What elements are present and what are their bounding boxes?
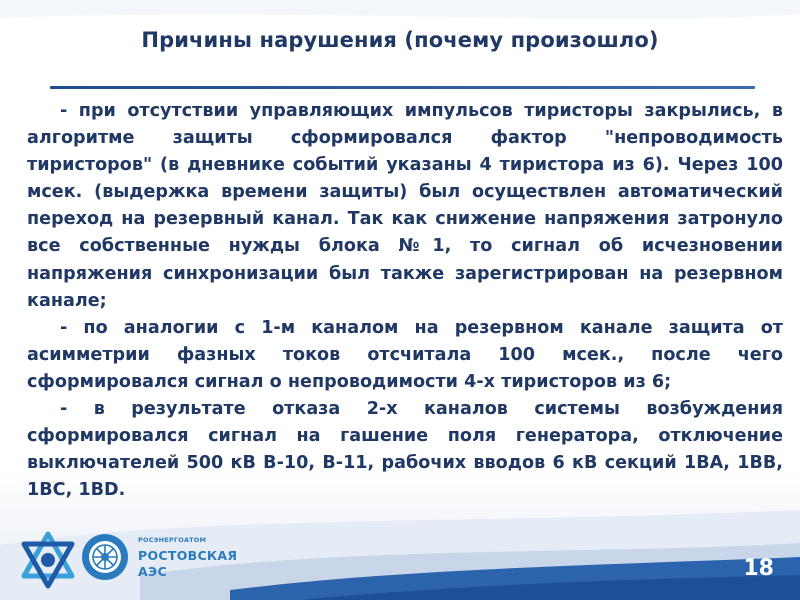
title-divider	[50, 86, 755, 89]
org-subname: АЭС	[138, 564, 167, 579]
slide-body	[27, 98, 783, 504]
org-parent-name: РОСЭНЕРГОАТОМ	[138, 536, 207, 544]
slide-title: Причины нарушения (почему произошло)	[141, 28, 659, 52]
paragraph-1: - при отсутствии управляющих импульсов тиристоры закрылись, в алгоритме защиты сформировался фактор "непроводимость тиристоров" (в дневнике событий указаны 4 тиристора из 6). Через 100 мсек. (выдержка времени защиты) был осуществлен автоматический переход на резервный канал. Так как снижение напряжения затронуло все собственные нужды блока №1, то сигнал об исчезновении напряжения синхронизации был также зарегистрирован на резервном канале;	[27, 101, 783, 311]
paragraph-3: - в результате отказа 2-х каналов системы возбуждения сформировался сигнал на гашение поля генератора, отключение выключателей 500 кВ В-10, В-11, рабочих вводов 6 кВ секций 1ВА, 1ВВ, 1ВС, 1BD.	[27, 399, 783, 501]
page-number: 18	[743, 556, 774, 581]
rosatom-logo-icon	[16, 528, 80, 592]
paragraph-2: - по аналогии с 1-м каналом на резервном канале защита от асимметрии фазных токов отсчитала 100 мсек., после чего сформировался сигнал о непроводимости 4-х тиристоров из 6;	[27, 317, 783, 392]
rostov-npp-logo-icon	[80, 532, 130, 582]
org-name: РОСТОВСКАЯ	[138, 548, 238, 563]
